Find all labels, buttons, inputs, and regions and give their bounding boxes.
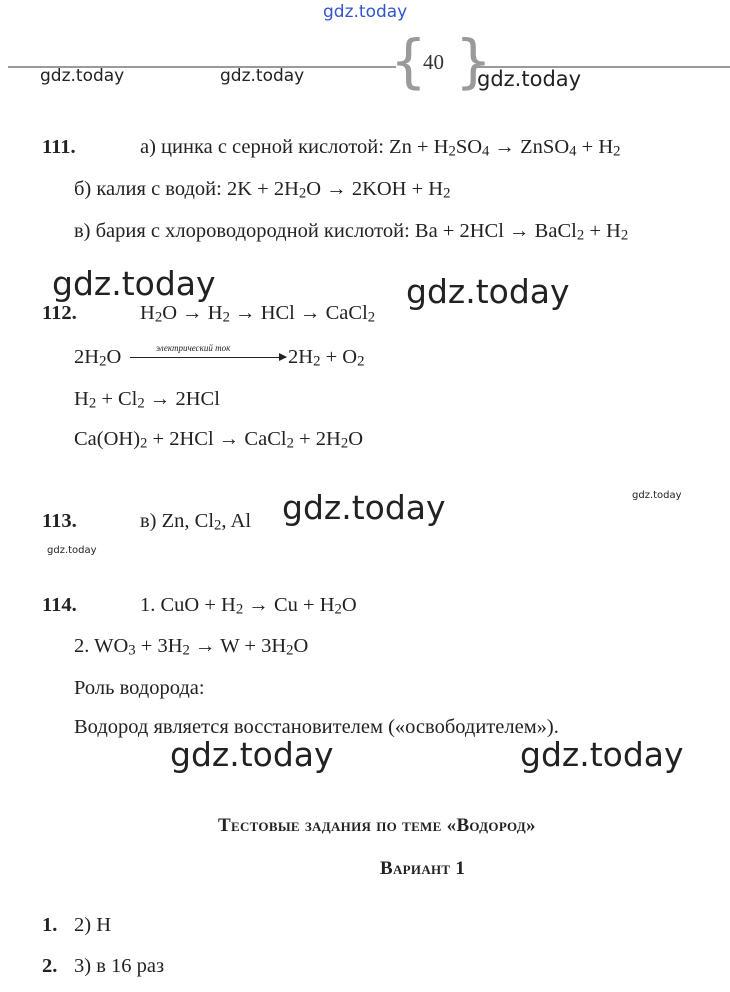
problem-112-eq1-right: $2H_2 + O_2$: [288, 346, 365, 370]
watermark-header-left: gdz.today: [40, 66, 125, 86]
problem-111-b-text: б) калия с водой:: [74, 178, 222, 200]
watermark-big-1: gdz.today: [52, 264, 216, 303]
reaction-arrow: →: [509, 220, 530, 242]
problem-114-number: 114.: [42, 594, 77, 616]
problem-114-item1: 1. CuO + $H_2 \to Cu + H_2O$: [140, 594, 357, 618]
watermark-big-4: gdz.today: [170, 735, 334, 774]
problem-112-eq3: $Ca(OH)_2 + 2HCl$ → CaCl$_2$ + $2H_2O$: [74, 428, 364, 452]
variant-heading: Вариант 1: [380, 858, 466, 879]
page-number: 40: [423, 50, 444, 74]
reaction-arrow: →: [494, 136, 516, 158]
watermark-big-3: gdz.today: [282, 488, 446, 527]
problem-111-line-b: б) калия с водой: $2K + 2H_2O \to 2KOH + H_2$: [74, 178, 451, 202]
problem-113-prefix: в): [140, 510, 157, 532]
problem-111-c-text: в) бария с хлороводородной кислотой:: [74, 220, 410, 242]
electrolysis-arrow-label: электрический ток: [156, 343, 231, 353]
problem-112-eq2: $H_2 + Cl_2 \to 2HCl$: [74, 388, 220, 412]
electrolysis-arrow: [130, 357, 286, 358]
problem-111-line-c: в) бария с хлороводородной кислотой: Ba + 2HCl → BaCl$_2$ + $H_2$: [74, 220, 629, 244]
watermark-small-left: gdz.today: [47, 545, 97, 556]
problem-112-number: 112.: [42, 302, 77, 324]
problem-114-role-label: Роль водорода:: [74, 677, 205, 699]
reaction-arrow: →: [326, 178, 347, 200]
problem-113-answer: в) Zn, $Cl_2$, Al: [140, 510, 252, 534]
watermark-small-right: gdz.today: [632, 490, 682, 501]
reaction-arrow: →: [235, 302, 256, 324]
test-answer-1-number: 1.: [42, 914, 58, 936]
reaction-arrow: →: [218, 428, 240, 450]
problem-114-item1-num: 1.: [140, 594, 156, 616]
watermark-header-mid: gdz.today: [220, 66, 305, 86]
test-answer-2-number: 2.: [42, 955, 58, 977]
problem-112-eq1-left: $2H_2O$: [74, 346, 122, 370]
problem-113-number: 113.: [42, 510, 77, 532]
page-number-bracket-left: {: [390, 27, 427, 95]
reaction-arrow: →: [248, 594, 269, 616]
watermark-top: gdz.today: [323, 2, 408, 22]
problem-111-a-text: а) цинка с серной кислотой:: [140, 136, 384, 158]
test-answer-1-text: 2) H: [74, 914, 112, 936]
watermark-header-right: gdz.today: [477, 67, 582, 91]
reaction-arrow: →: [149, 388, 171, 410]
reaction-arrow: →: [300, 302, 321, 324]
test-heading: Тестовые задания по теме «Водород»: [218, 815, 536, 836]
page-number-bracket-right: }: [455, 27, 492, 95]
problem-111-line-a: а) цинка с серной кислотой: $Zn + H_2SO_4$ → ZnSO$_4$ + $H_2$: [140, 136, 621, 160]
problem-114-item2: 2. $WO_3 + 3H_2 \to W + 3H_2O$: [74, 635, 309, 659]
test-answer-2-text: 3) в 16 раз: [74, 955, 165, 977]
problem-112-chain: $H_2O \to H_2$ → HCl → CaCl$_2$: [140, 302, 376, 326]
problem-114-item2-num: 2.: [74, 635, 90, 657]
watermark-big-5: gdz.today: [520, 735, 684, 774]
watermark-big-2: gdz.today: [406, 272, 570, 311]
problem-111-number: 111.: [42, 136, 76, 158]
reaction-arrow: →: [195, 635, 216, 657]
problem-114-role-text: Водород является восстановителем («освободителем»).: [74, 716, 559, 738]
reaction-arrow: →: [182, 302, 203, 324]
